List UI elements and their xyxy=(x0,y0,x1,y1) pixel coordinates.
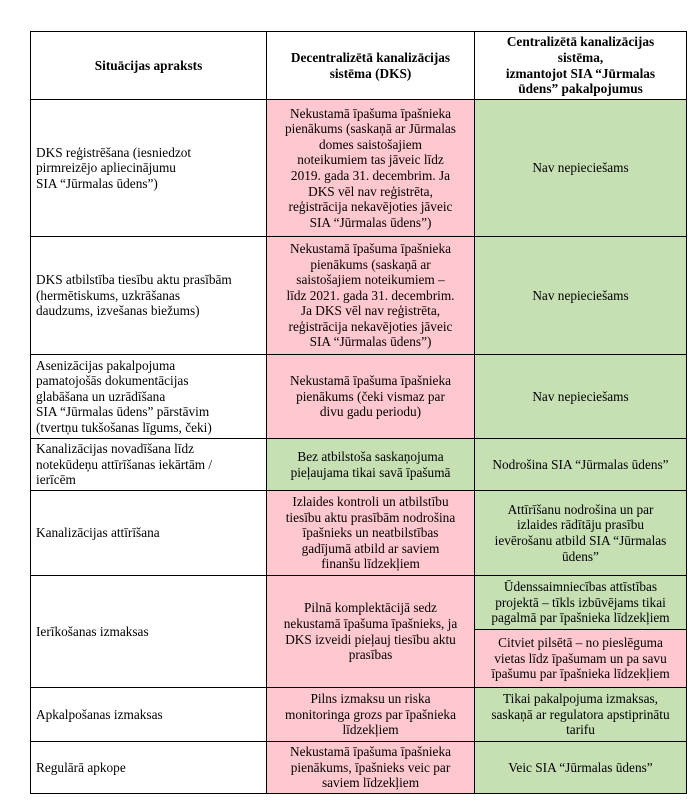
table-row xyxy=(31,742,687,794)
dks-cell: Nekustamā īpašuma īpašnieka pienākums, īpašnieks veic par saviem līdzekļiem xyxy=(267,742,475,794)
table-row xyxy=(31,100,687,237)
dks-cell: Nekustamā īpašuma īpašnieka pienākums (saskaņā ar saistošajiem noteikumiem – līdz 2021. gada 31. decembrim. Ja DKS vēl nav reģistrēta, reģistrācija nekavējoties jāveic SIA “Jūrmalas ūdens”) xyxy=(267,237,475,355)
situation-cell: Kanalizācijas novadīšana līdz notekūdeņu attīrīšanas iekārtām / ierīcēm xyxy=(31,439,267,491)
table-row xyxy=(31,439,687,491)
central-cell: Ūdenssaimniecības attīstības projektā – tīkls izbūvējams tikai pagalmā par īpašnieka līdzekļiem xyxy=(475,576,687,630)
central-cell: Nav nepieciešams xyxy=(475,355,687,439)
central-cell: Nav nepieciešams xyxy=(475,100,687,237)
header-dks: Decentralizētā kanalizācijas sistēma (DKS) xyxy=(267,32,475,100)
table-row xyxy=(31,355,687,439)
central-cell: Nodrošina SIA “Jūrmalas ūdens” xyxy=(475,439,687,491)
central-cell: Attīrīšanu nodrošina un par izlaides rādītāju prasību ievērošanu atbild SIA “Jūrmalas ūdens” xyxy=(475,491,687,576)
dks-cell: Pilns izmaksu un riska monitoringa grozs par īpašnieka līdzekļiem xyxy=(267,688,475,742)
dks-cell: Izlaides kontroli un atbilstību tiesību aktu prasībām nodrošina īpašnieks un neatbilstības gadījumā atbild ar saviem finanšu līdzekļiem xyxy=(267,491,475,576)
table-row xyxy=(31,688,687,742)
dks-cell: Bez atbilstoša saskaņojuma pieļaujama tikai savā īpašumā xyxy=(267,439,475,491)
header-central: Centralizētā kanalizācijas sistēma, izmantojot SIA “Jūrmalas ūdens” pakalpojumus xyxy=(475,32,687,100)
table-row xyxy=(31,491,687,576)
header-row xyxy=(31,32,687,100)
dks-cell: Nekustamā īpašuma īpašnieka pienākums (čeki vismaz par divu gadu periodu) xyxy=(267,355,475,439)
dks-cell: Nekustamā īpašuma īpašnieka pienākums (saskaņā ar Jūrmalas domes saistošajiem noteikumiem tas jāveic līdz 2019. gada 31. decembrim. Ja DKS vēl nav reģistrēta, reģistrācija nekavējoties jāveic SIA “Jūrmalas ūdens”) xyxy=(267,100,475,237)
situation-cell: Regulārā apkope xyxy=(31,742,267,794)
central-cell: Citviet pilsētā – no pieslēguma vietas līdz īpašumam un pa savu īpašumu par īpašnieka līdzekļiem xyxy=(475,630,687,688)
table-row xyxy=(31,237,687,355)
dks-cell: Pilnā komplektācijā sedz nekustamā īpašuma īpašnieks, ja DKS izveidi pieļauj tiesību aktu prasības xyxy=(267,576,475,688)
central-cell: Nav nepieciešams xyxy=(475,237,687,355)
situation-cell: Kanalizācijas attīrīšana xyxy=(31,491,267,576)
situation-cell: Ierīkošanas izmaksas xyxy=(31,576,267,688)
header-situation: Situācijas apraksts xyxy=(31,32,267,100)
situation-cell: DKS reģistrēšana (iesniedzot pirmreizējo apliecinājumu SIA “Jūrmalas ūdens”) xyxy=(31,100,267,237)
central-cell: Tikai pakalpojuma izmaksas, saskaņā ar regulatora apstiprinātu tarifu xyxy=(475,688,687,742)
situation-cell: DKS atbilstība tiesību aktu prasībām (hermētiskums, uzkrāšanas daudzums, izvešanas biežums) xyxy=(31,237,267,355)
situation-cell: Apkalpošanas izmaksas xyxy=(31,688,267,742)
table-row xyxy=(31,576,687,630)
central-cell: Veic SIA “Jūrmalas ūdens” xyxy=(475,742,687,794)
situation-cell: Asenizācijas pakalpojuma pamatojošās dokumentācijas glabāšana un uzrādīšana SIA “Jūrmalas ūdens” pārstāvim (tvertņu tukšošanas līgums, čeki) xyxy=(31,355,267,439)
comparison-table xyxy=(30,31,687,794)
